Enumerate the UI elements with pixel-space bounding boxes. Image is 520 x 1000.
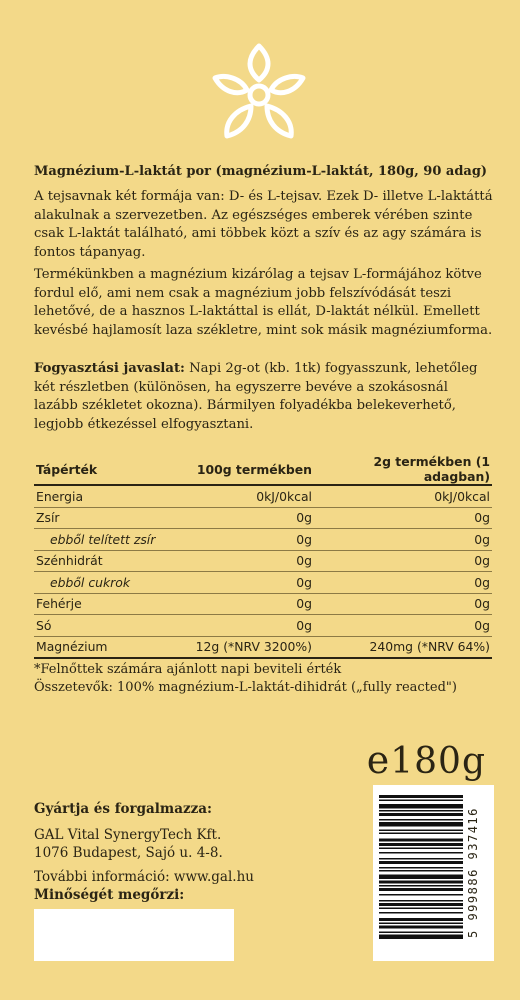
barcode-bar [379,861,463,864]
nutrient-per-serving: 0g [314,529,492,551]
nrv-footnote: *Felnőttek számára ajánlott napi beviteli érték [34,662,342,677]
barcode-bar [379,935,463,940]
barcode-bar [379,867,463,869]
ingredients-line [34,680,504,695]
nutrient-name: ebből cukrok [34,572,164,594]
nutrient-per-100g: 0kJ/0kcal [164,485,314,507]
barcode-bar [379,819,463,821]
ingredients-text: 100% magnézium-L-laktát-dihidrát („fully reacted") [112,680,457,695]
barcode-bar [379,822,463,827]
nutrient-per-serving: 0g [314,615,492,637]
usage-text: Napi 2g-ot (kb. 1tk) fogyasszunk, lehetőleg két részletben (különösen, ha egyszerre bevéve a szokásosnál lazább székletet okozna). Bármilyen folyadékba belekeverhető, legjobb étkezéssel elfogyasztani. [34,361,478,432]
barcode-bar [379,903,463,906]
barcode-bar [379,888,463,891]
barcode-bar [379,858,463,860]
barcode-bar [379,839,463,842]
barcode-bar [379,894,463,896]
nutrient-per-100g: 0g [164,593,314,615]
manufacturer-address: 1076 Budapest, Sajó u. 4-8. [34,845,223,861]
header-nutrient: Tápérték [34,454,164,485]
nutrient-per-serving: 0g [314,593,492,615]
barcode-number: 5 999886 937416 [466,807,480,939]
manufacturer-heading: Gyártja és forgalmazza: [34,801,213,817]
nutrition-header-row [34,454,492,485]
nutrient-per-100g: 0g [164,572,314,594]
nutrient-per-serving: 0g [314,550,492,572]
barcode-bar [379,885,463,887]
table-row [34,485,492,507]
barcode-bar [379,795,463,798]
nutrient-per-100g: 0g [164,529,314,551]
nutrient-name: Fehérje [34,593,164,615]
header-per-serving: 2g termékben (1 adagban) [314,454,492,485]
table-row [34,572,492,594]
nutrient-per-serving: 0g [314,572,492,594]
table-row [34,550,492,572]
net-weight-value: 180g [390,741,486,782]
barcode-bar [379,908,463,910]
barcode-bar [379,830,463,832]
barcode-bar [379,843,463,846]
nutrient-name: Só [34,615,164,637]
barcode-bar [379,833,463,835]
usage-label: Fogyasztási javaslat: [34,361,185,376]
barcode-bar [379,848,463,850]
manufacturer-name: GAL Vital SynergyTech Kft. [34,827,222,843]
barcode-bar [379,804,463,809]
table-row [34,636,492,658]
table-row [34,615,492,637]
description-paragraph-2: Termékünkben a magnézium kizárólag a tejsav L-formájához kötve fordul elő, ami nem csak a magnézium jobb felszívódását teszi lehetővé, de a hasznos L-laktáttal is ellát, D-laktát nélkül. Emellett kevésbé hajlamosít laza székletre, mint sok másik magnéziumforma. [34,267,493,338]
nutrient-name: ebből telített zsír [34,529,164,551]
usage-paragraph [34,360,494,434]
table-row [34,507,492,529]
nutrient-per-serving: 0kJ/0kcal [314,485,492,507]
barcode-bar [379,900,463,902]
best-before-box [34,909,234,961]
net-weight [367,738,486,782]
nutrient-name: Zsír [34,507,164,529]
table-row [34,593,492,615]
nutrient-per-serving: 0g [314,507,492,529]
barcode-bar [379,932,463,934]
barcode-bar [379,870,463,872]
table-row [34,529,492,551]
product-title: Magnézium-L-laktát por (magnézium-L-laktát, 180g, 90 adag) [34,164,488,179]
more-info: További információ: www.gal.hu [34,869,254,885]
best-before-label: Minőségét megőrzi: [34,887,185,903]
barcode-bar [379,926,463,929]
barcode [373,785,494,961]
barcode-bar [379,912,463,914]
barcode-bar [379,852,463,854]
barcode-bar [379,881,463,884]
nutrient-per-100g: 12g (*NRV 3200%) [164,636,314,658]
header-per-100g: 100g termékben [164,454,314,485]
lotus-flower-icon [207,40,311,144]
nutrient-name: Energia [34,485,164,507]
barcode-bar [379,813,463,816]
nutrient-per-serving: 240mg (*NRV 64%) [314,636,492,658]
barcode-bar [379,800,463,802]
nutrient-per-100g: 0g [164,550,314,572]
barcode-bar [379,918,463,921]
nutrient-name: Magnézium [34,636,164,658]
barcode-bar [379,810,463,812]
estimated-sign-icon: e [366,738,391,782]
nutrient-name: Szénhidrát [34,550,164,572]
nutrient-per-100g: 0g [164,507,314,529]
nutrition-table [34,454,492,659]
nutrient-per-100g: 0g [164,615,314,637]
barcode-bar [379,923,463,925]
ingredients-label: Összetevők: [34,680,113,695]
description-paragraph-1: A tejsavnak két formája van: D- és L-tejsav. Ezek D- illetve L-laktáttá alakulnak a szervezetben. Az egészséges emberek vérében szinte csak L-laktát található, ami többek közt a szív és az agy számára is fontos tápanyag. [34,189,493,260]
barcode-bar [379,875,463,880]
